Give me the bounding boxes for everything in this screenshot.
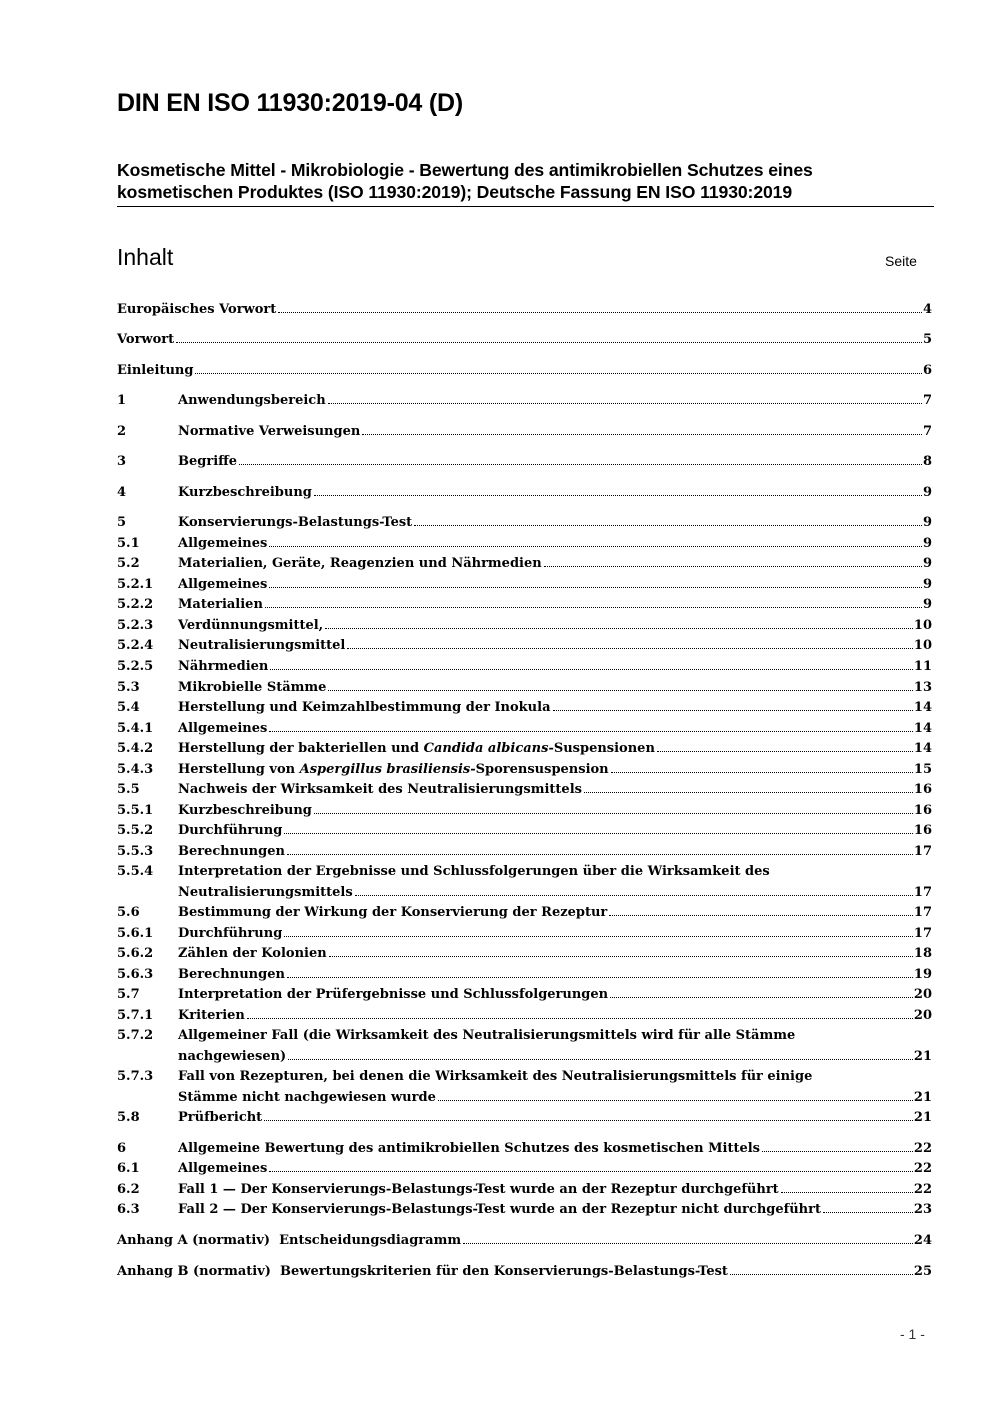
toc-entry-title: Fall 1 — Der Konservierungs-Belastungs-Test wurde an der Rezeptur durchgeführt [178, 1182, 779, 1197]
toc-entry-europaeisches-vorwort[interactable] [117, 302, 932, 323]
toc-entry-anhang-a[interactable] [117, 1233, 932, 1254]
toc-entry-title-part: -Sporensuspension [470, 762, 609, 777]
toc-entry-page: 9 [922, 556, 932, 571]
subtitle-line-1: Kosmetische Mittel - Mikrobiologie - Bewertung des antimikrobiellen Schutzes eines [117, 160, 813, 180]
dot-leader [609, 915, 913, 916]
title-rule [117, 206, 934, 207]
toc-entry-5-7-2-continued[interactable] [178, 1049, 932, 1070]
toc-entry-5-5-3[interactable] [117, 844, 932, 865]
toc-entry-title: Fall 2 — Der Konservierungs-Belastungs-Test wurde an der Rezeptur nicht durchgeführt [178, 1202, 821, 1217]
toc-entry-page: 23 [913, 1202, 932, 1217]
toc-entry-title-line1: Interpretation der Ergebnisse und Schlussfolgerungen über die Wirksamkeit des [178, 864, 770, 879]
dot-leader [287, 854, 913, 855]
dot-leader [584, 792, 913, 793]
dot-leader [355, 895, 913, 896]
dot-leader [823, 1212, 913, 1213]
toc-entry-3[interactable] [117, 454, 932, 475]
toc-entry-5-3[interactable] [117, 680, 932, 701]
toc-entry-number: 5.8 [117, 1110, 140, 1125]
toc-entry-number: 5.7.1 [117, 1008, 154, 1023]
dot-leader [762, 1151, 913, 1152]
toc-entry-number: 6 [117, 1141, 127, 1156]
toc-entry-page: 9 [922, 536, 932, 551]
toc-entry-number: 4 [117, 485, 127, 500]
toc-entry-2[interactable] [117, 424, 932, 445]
toc-entry-number: 5.5.1 [117, 803, 154, 818]
toc-entry-number: 6.2 [117, 1182, 140, 1197]
toc-entry-5-7-2[interactable] [117, 1028, 932, 1049]
toc-entry-5-5-1[interactable] [117, 803, 932, 824]
toc-entry-title: Anhang B (normativ) Bewertungskriterien für den Konservierungs-Belastungs-Test [117, 1264, 728, 1279]
toc-entry-number: 5.5.2 [117, 823, 154, 838]
toc-entry-page: 16 [913, 803, 932, 818]
toc-entry-6-2[interactable] [117, 1182, 932, 1203]
dot-leader [195, 373, 922, 374]
toc-entry-title-part: -Suspensionen [548, 741, 655, 756]
toc-entry-page: 21 [913, 1110, 932, 1125]
subtitle-line-2: kosmetischen Produktes (ISO 11930:2019); Deutsche Fassung EN ISO 11930:2019 [117, 182, 793, 202]
document-id: DIN EN ISO 11930:2019-04 (D) [117, 89, 463, 117]
toc-entry-number: 5 [117, 515, 127, 530]
dot-leader [269, 546, 922, 547]
dot-leader [284, 833, 913, 834]
toc-entry-5-7-3[interactable] [117, 1069, 932, 1090]
toc-entry-number: 5.6.2 [117, 946, 154, 961]
dot-leader [329, 956, 913, 957]
toc-entry-page: 9 [922, 577, 932, 592]
dot-leader [314, 813, 913, 814]
toc-entry-title: Nährmedien [178, 659, 269, 674]
dot-leader [325, 628, 913, 629]
toc-entry-vorwort[interactable] [117, 332, 932, 353]
dot-leader [328, 403, 922, 404]
toc-entry-number: 5.3 [117, 680, 140, 695]
toc-entry-6-3[interactable] [117, 1202, 932, 1223]
toc-entry-5-6-1[interactable] [117, 926, 932, 947]
toc-entry-5-5[interactable] [117, 782, 932, 803]
toc-entry-title: Interpretation der Prüfergebnisse und Schlussfolgerungen [178, 987, 609, 1002]
toc-entry-title-line1: Fall von Rezepturen, bei denen die Wirksamkeit des Neutralisierungsmittels für einige [178, 1069, 813, 1084]
toc-entry-page: 14 [913, 700, 932, 715]
toc-entry-page: 22 [913, 1182, 932, 1197]
toc-entry-title: Zählen der Kolonien [178, 946, 327, 961]
toc-entry-page: 16 [913, 782, 932, 797]
dot-leader [553, 710, 913, 711]
toc-entry-page: 17 [913, 885, 932, 900]
toc-entry-number: 5.2.1 [117, 577, 154, 592]
toc-entry-number: 5.4.2 [117, 741, 154, 756]
toc-entry-title-species: Candida albicans [423, 741, 549, 756]
toc-entry-5-5-4[interactable] [117, 864, 932, 885]
toc-entry-title: Durchführung [178, 926, 283, 941]
toc-entry-number: 5.1 [117, 536, 140, 551]
toc-entry-page: 24 [913, 1233, 932, 1248]
toc-entry-title [178, 762, 609, 777]
toc-entry-5-4-1[interactable] [117, 721, 932, 742]
dot-leader [278, 312, 922, 313]
toc-entry-page: 13 [913, 680, 932, 695]
toc-entry-5-6-2[interactable] [117, 946, 932, 967]
toc-entry-title: Neutralisierungsmittel [178, 638, 346, 653]
toc-entry-page: 7 [922, 424, 932, 439]
toc-entry-title: Neutralisierungsmittels [178, 885, 353, 900]
toc-entry-5-6[interactable] [117, 905, 932, 926]
toc-entry-title: Bestimmung der Wirkung der Konservierung der Rezeptur [178, 905, 608, 920]
dot-leader [463, 1243, 913, 1244]
toc-entry-5-2-2[interactable] [117, 597, 932, 618]
toc-entry-5-7[interactable] [117, 987, 932, 1008]
dot-leader [265, 607, 922, 608]
toc-entry-number: 5.2.2 [117, 597, 154, 612]
toc-entry-page: 21 [913, 1090, 932, 1105]
toc-entry-page: 16 [913, 823, 932, 838]
toc-entry-number: 5.4.3 [117, 762, 154, 777]
toc-entry-number: 5.4 [117, 700, 140, 715]
toc-entry-5-1[interactable] [117, 536, 932, 557]
toc-entry-page: 25 [913, 1264, 932, 1279]
toc-entry-title: Durchführung [178, 823, 283, 838]
toc-entry-title: Begriffe [178, 454, 238, 469]
toc-entry-title: Einleitung [117, 363, 194, 378]
toc-entry-title: nachgewiesen) [178, 1049, 287, 1064]
toc-entry-number: 5.6.3 [117, 967, 154, 982]
toc-entry-title: Kurzbeschreibung [178, 485, 312, 500]
toc-entry-number: 5.2 [117, 556, 140, 571]
toc-entry-title: Verdünnungsmittel, [178, 618, 324, 633]
dot-leader [269, 587, 922, 588]
dot-leader [288, 1059, 913, 1060]
dot-leader [314, 495, 922, 496]
page-number: - 1 - [900, 1326, 925, 1342]
dot-leader [247, 1018, 913, 1019]
toc-entry-page: 22 [913, 1161, 932, 1176]
toc-entry-einleitung[interactable] [117, 363, 932, 384]
dot-leader [269, 731, 913, 732]
toc-entry-5-2-1[interactable] [117, 577, 932, 598]
dot-leader [239, 464, 922, 465]
toc-entry-page: 11 [913, 659, 932, 674]
toc-entry-page: 8 [922, 454, 932, 469]
toc-page-heading: Seite [885, 253, 917, 269]
toc-entry-title: Allgemeines [178, 721, 268, 736]
toc-entry-title: Allgemeines [178, 536, 268, 551]
toc-entry-title: Materialien, Geräte, Reagenzien und Nährmedien [178, 556, 542, 571]
toc-entry-number: 5.5 [117, 782, 140, 797]
toc-entry-page: 9 [922, 515, 932, 530]
toc-entry-page: 5 [922, 332, 932, 347]
toc-entry-title-part: Herstellung der bakteriellen und [178, 741, 424, 756]
toc-entry-5-2-3[interactable] [117, 618, 932, 639]
toc-entry-page: 18 [913, 946, 932, 961]
toc-entry-5-4[interactable] [117, 700, 932, 721]
toc-entry-5-6-3[interactable] [117, 967, 932, 988]
toc-entry-title: Vorwort [117, 332, 175, 347]
toc-entry-page: 22 [913, 1141, 932, 1156]
dot-leader [611, 772, 913, 773]
dot-leader [781, 1192, 913, 1193]
toc-entry-title: Allgemeines [178, 1161, 268, 1176]
toc-entry-number: 5.5.3 [117, 844, 154, 859]
toc-entry-number: 1 [117, 393, 127, 408]
toc-entry-number: 6.3 [117, 1202, 140, 1217]
toc-entry-title: Herstellung und Keimzahlbestimmung der Inokula [178, 700, 551, 715]
toc-entry-number: 5.6 [117, 905, 140, 920]
toc-entry-page: 14 [913, 721, 932, 736]
toc-entry-number: 5.5.4 [117, 864, 154, 879]
toc-entry-4[interactable] [117, 485, 932, 506]
toc-entry-page: 9 [922, 597, 932, 612]
toc-entry-title-species: Aspergillus brasiliensis [299, 762, 471, 777]
dot-leader [414, 525, 922, 526]
toc-entry-5-8[interactable] [117, 1110, 932, 1131]
dot-leader [176, 342, 922, 343]
toc-entry-page: 9 [922, 485, 932, 500]
toc-entry-title: Allgemeine Bewertung des antimikrobiellen Schutzes des kosmetischen Mittels [178, 1141, 760, 1156]
toc-entry-page: 10 [913, 638, 932, 653]
toc-entry-title: Berechnungen [178, 844, 285, 859]
toc-entry-5-2-4[interactable] [117, 638, 932, 659]
toc-entry-number: 5.7 [117, 987, 140, 1002]
dot-leader [610, 997, 913, 998]
toc-entry-page: 10 [913, 618, 932, 633]
toc-entry-title: Stämme nicht nachgewiesen wurde [178, 1090, 436, 1105]
toc-entry-number: 5.4.1 [117, 721, 154, 736]
toc-entry-6-1[interactable] [117, 1161, 932, 1182]
toc-entry-page: 17 [913, 926, 932, 941]
dot-leader [438, 1100, 913, 1101]
toc-entry-5-5-2[interactable] [117, 823, 932, 844]
toc-entry-number: 5.7.2 [117, 1028, 154, 1043]
toc-entry-title: Kriterien [178, 1008, 245, 1023]
document-subtitle [117, 159, 937, 203]
toc-entry-page: 4 [922, 302, 932, 317]
toc-entry-number: 5.2.5 [117, 659, 154, 674]
toc-entry-page: 21 [913, 1049, 932, 1064]
toc-entry-number: 6.1 [117, 1161, 140, 1176]
toc-entry-title: Materialien [178, 597, 263, 612]
toc-entry-5-5-4-continued[interactable] [178, 885, 932, 906]
dot-leader [657, 751, 913, 752]
toc-entry-title: Prüfbericht [178, 1110, 263, 1125]
toc-entry-title: Kurzbeschreibung [178, 803, 312, 818]
dot-leader [347, 648, 913, 649]
toc-entry-number: 5.7.3 [117, 1069, 154, 1084]
dot-leader [544, 566, 922, 567]
toc-heading: Inhalt [117, 244, 174, 270]
toc-entry-anhang-b[interactable] [117, 1264, 932, 1285]
toc-entry-title: Berechnungen [178, 967, 285, 982]
dot-leader [287, 977, 913, 978]
toc-entry-title [178, 741, 655, 756]
toc-entry-5-7-3-continued[interactable] [178, 1090, 932, 1111]
toc-entry-6[interactable] [117, 1141, 932, 1162]
toc-entry-number: 5.2.4 [117, 638, 154, 653]
toc-entry-page: 6 [922, 363, 932, 378]
toc-entry-page: 20 [913, 1008, 932, 1023]
dot-leader [264, 1120, 913, 1121]
dot-leader [362, 434, 922, 435]
dot-leader [730, 1274, 913, 1275]
toc-entry-number: 2 [117, 424, 127, 439]
toc-entry-page: 14 [913, 741, 932, 756]
dot-leader [270, 669, 913, 670]
toc-entry-number: 5.2.3 [117, 618, 154, 633]
dot-leader [269, 1171, 913, 1172]
toc-entry-title: Europäisches Vorwort [117, 302, 277, 317]
toc-entry-5-2-5[interactable] [117, 659, 932, 680]
toc-entry-title: Allgemeines [178, 577, 268, 592]
toc-entry-page: 17 [913, 844, 932, 859]
toc-entry-5-7-1[interactable] [117, 1008, 932, 1029]
toc-entry-5-4-3[interactable] [117, 762, 932, 783]
toc-entry-5-4-2[interactable] [117, 741, 932, 762]
toc-entry-title: Anhang A (normativ) Entscheidungsdiagramm [117, 1233, 462, 1248]
dot-leader [284, 936, 913, 937]
toc-entry-page: 20 [913, 987, 932, 1002]
toc-entry-title: Nachweis der Wirksamkeit des Neutralisierungsmittels [178, 782, 582, 797]
toc-entry-title: Anwendungsbereich [178, 393, 326, 408]
toc-entry-title: Mikrobielle Stämme [178, 680, 327, 695]
toc-entry-5[interactable] [117, 515, 932, 536]
toc-entry-number: 5.6.1 [117, 926, 154, 941]
toc-entry-page: 15 [913, 762, 932, 777]
toc-entry-title: Normative Verweisungen [178, 424, 361, 439]
toc-entry-title: Konservierungs-Belastungs-Test [178, 515, 413, 530]
toc-entry-page: 19 [913, 967, 932, 982]
dot-leader [328, 690, 912, 691]
toc-entry-title-part: Herstellung von [178, 762, 300, 777]
toc-entry-5-2[interactable] [117, 556, 932, 577]
toc-entry-page: 7 [922, 393, 932, 408]
toc-entry-1[interactable] [117, 393, 932, 414]
toc-entry-page: 17 [913, 905, 932, 920]
toc-entry-number: 3 [117, 454, 127, 469]
toc-entry-title-line1: Allgemeiner Fall (die Wirksamkeit des Neutralisierungsmittels wird für alle Stämme [178, 1028, 796, 1043]
